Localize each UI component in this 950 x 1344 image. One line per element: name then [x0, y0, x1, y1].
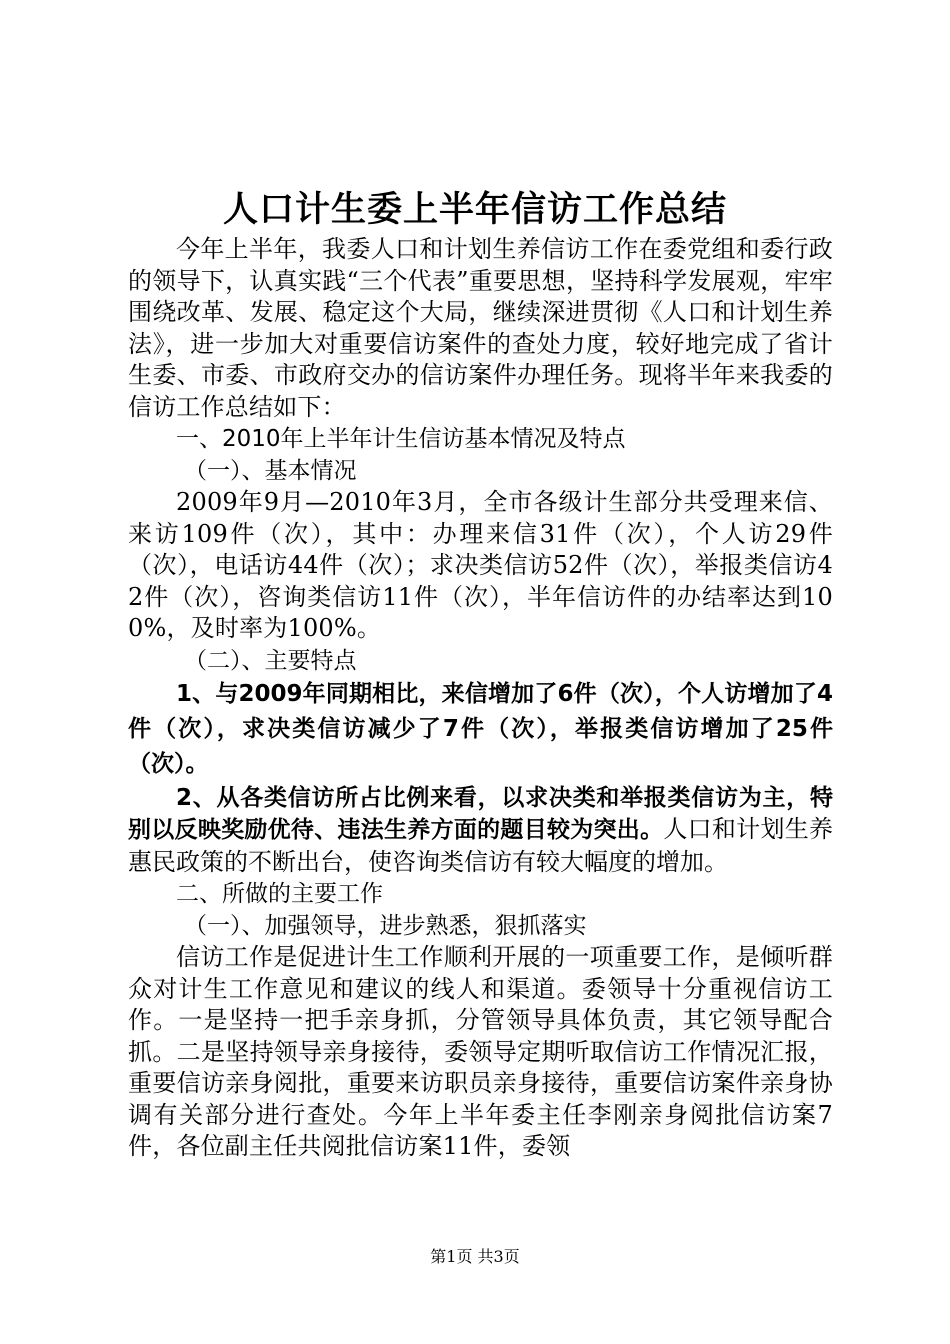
section-1-subheading-basic: （一）、基本情况: [184, 458, 357, 484]
intro-paragraph: 今年上半年，我委人口和计划生养信访工作在委党组和委行政的领导下，认真实践“三个代表”重要思想，坚持科学发展观，牢牢围绕改革、发展、稳定这个大局，继续深进贯彻《人口和计划生养法》，进一步加大对重要信访案件的查处力度，较好地完成了省计生委、市委、市政府交办的信访案件办理任务。现将半年来我委的信访工作总结如下：: [128, 235, 833, 421]
feature-point-1: 1、与2009年同期相比，来信增加了6件（次），个人访增加了4件（次），求决类信访减少了7件（次），举报类信访增加了25件（次）。: [128, 680, 833, 777]
section-1-subheading-features: （二）、主要特点: [184, 647, 357, 674]
feature-point-2: [128, 782, 833, 879]
section-2-heading: 二、所做的主要工作: [176, 881, 383, 907]
work-paragraph-1: 信访工作是促进计生工作顺利开展的一项重要工作，是倾听群众对计生工作意见和建议的线人和渠道。委领导十分重视信访工作。一是坚持一把手亲身抓，分管领导具体负责，其它领导配合抓。二是坚持领导亲身接待，委领导定期听取信访工作情况汇报，重要信访亲身阅批，重要来访职员亲身接待，重要信访案件亲身协调有关部分进行查处。今年上半年委主任李刚亲身阅批信访案7件，各位副主任共阅批信访案11件，委领: [128, 943, 833, 1160]
basic-situation-paragraph: 2009年9月—2010年3月，全市各级计生部分共受理来信、来访109件（次），其中：办理来信31件（次），个人访29件（次），电话访44件（次）；求决类信访52件（次），举报类信访42件（次），咨询类信访11件（次），半年信访件的办结率达到100%，及时率为100%。: [128, 488, 833, 642]
page-number-footer: 第1页 共3页: [430, 1247, 520, 1266]
section-2-subheading-1: （一）、加强领导，进步熟悉，狠抓落实: [184, 913, 587, 939]
section-1-heading: 一、2010年上半年计生信访基本情况及特点: [176, 426, 626, 452]
feature-point-2-rest: 人口和计划生养惠民政策的不断出台，使咨询类信访有较大幅度的增加。: [128, 815, 834, 876]
feature-point-2-bold: 2、从各类信访所占比例来看，以求决类和举报类信访为主，特别以反映奖励优待、违法生养方面的题目较为突出。: [128, 784, 833, 843]
document-title: 人口计生委上半年信访工作总结: [222, 190, 727, 230]
document-body: [128, 234, 833, 1163]
